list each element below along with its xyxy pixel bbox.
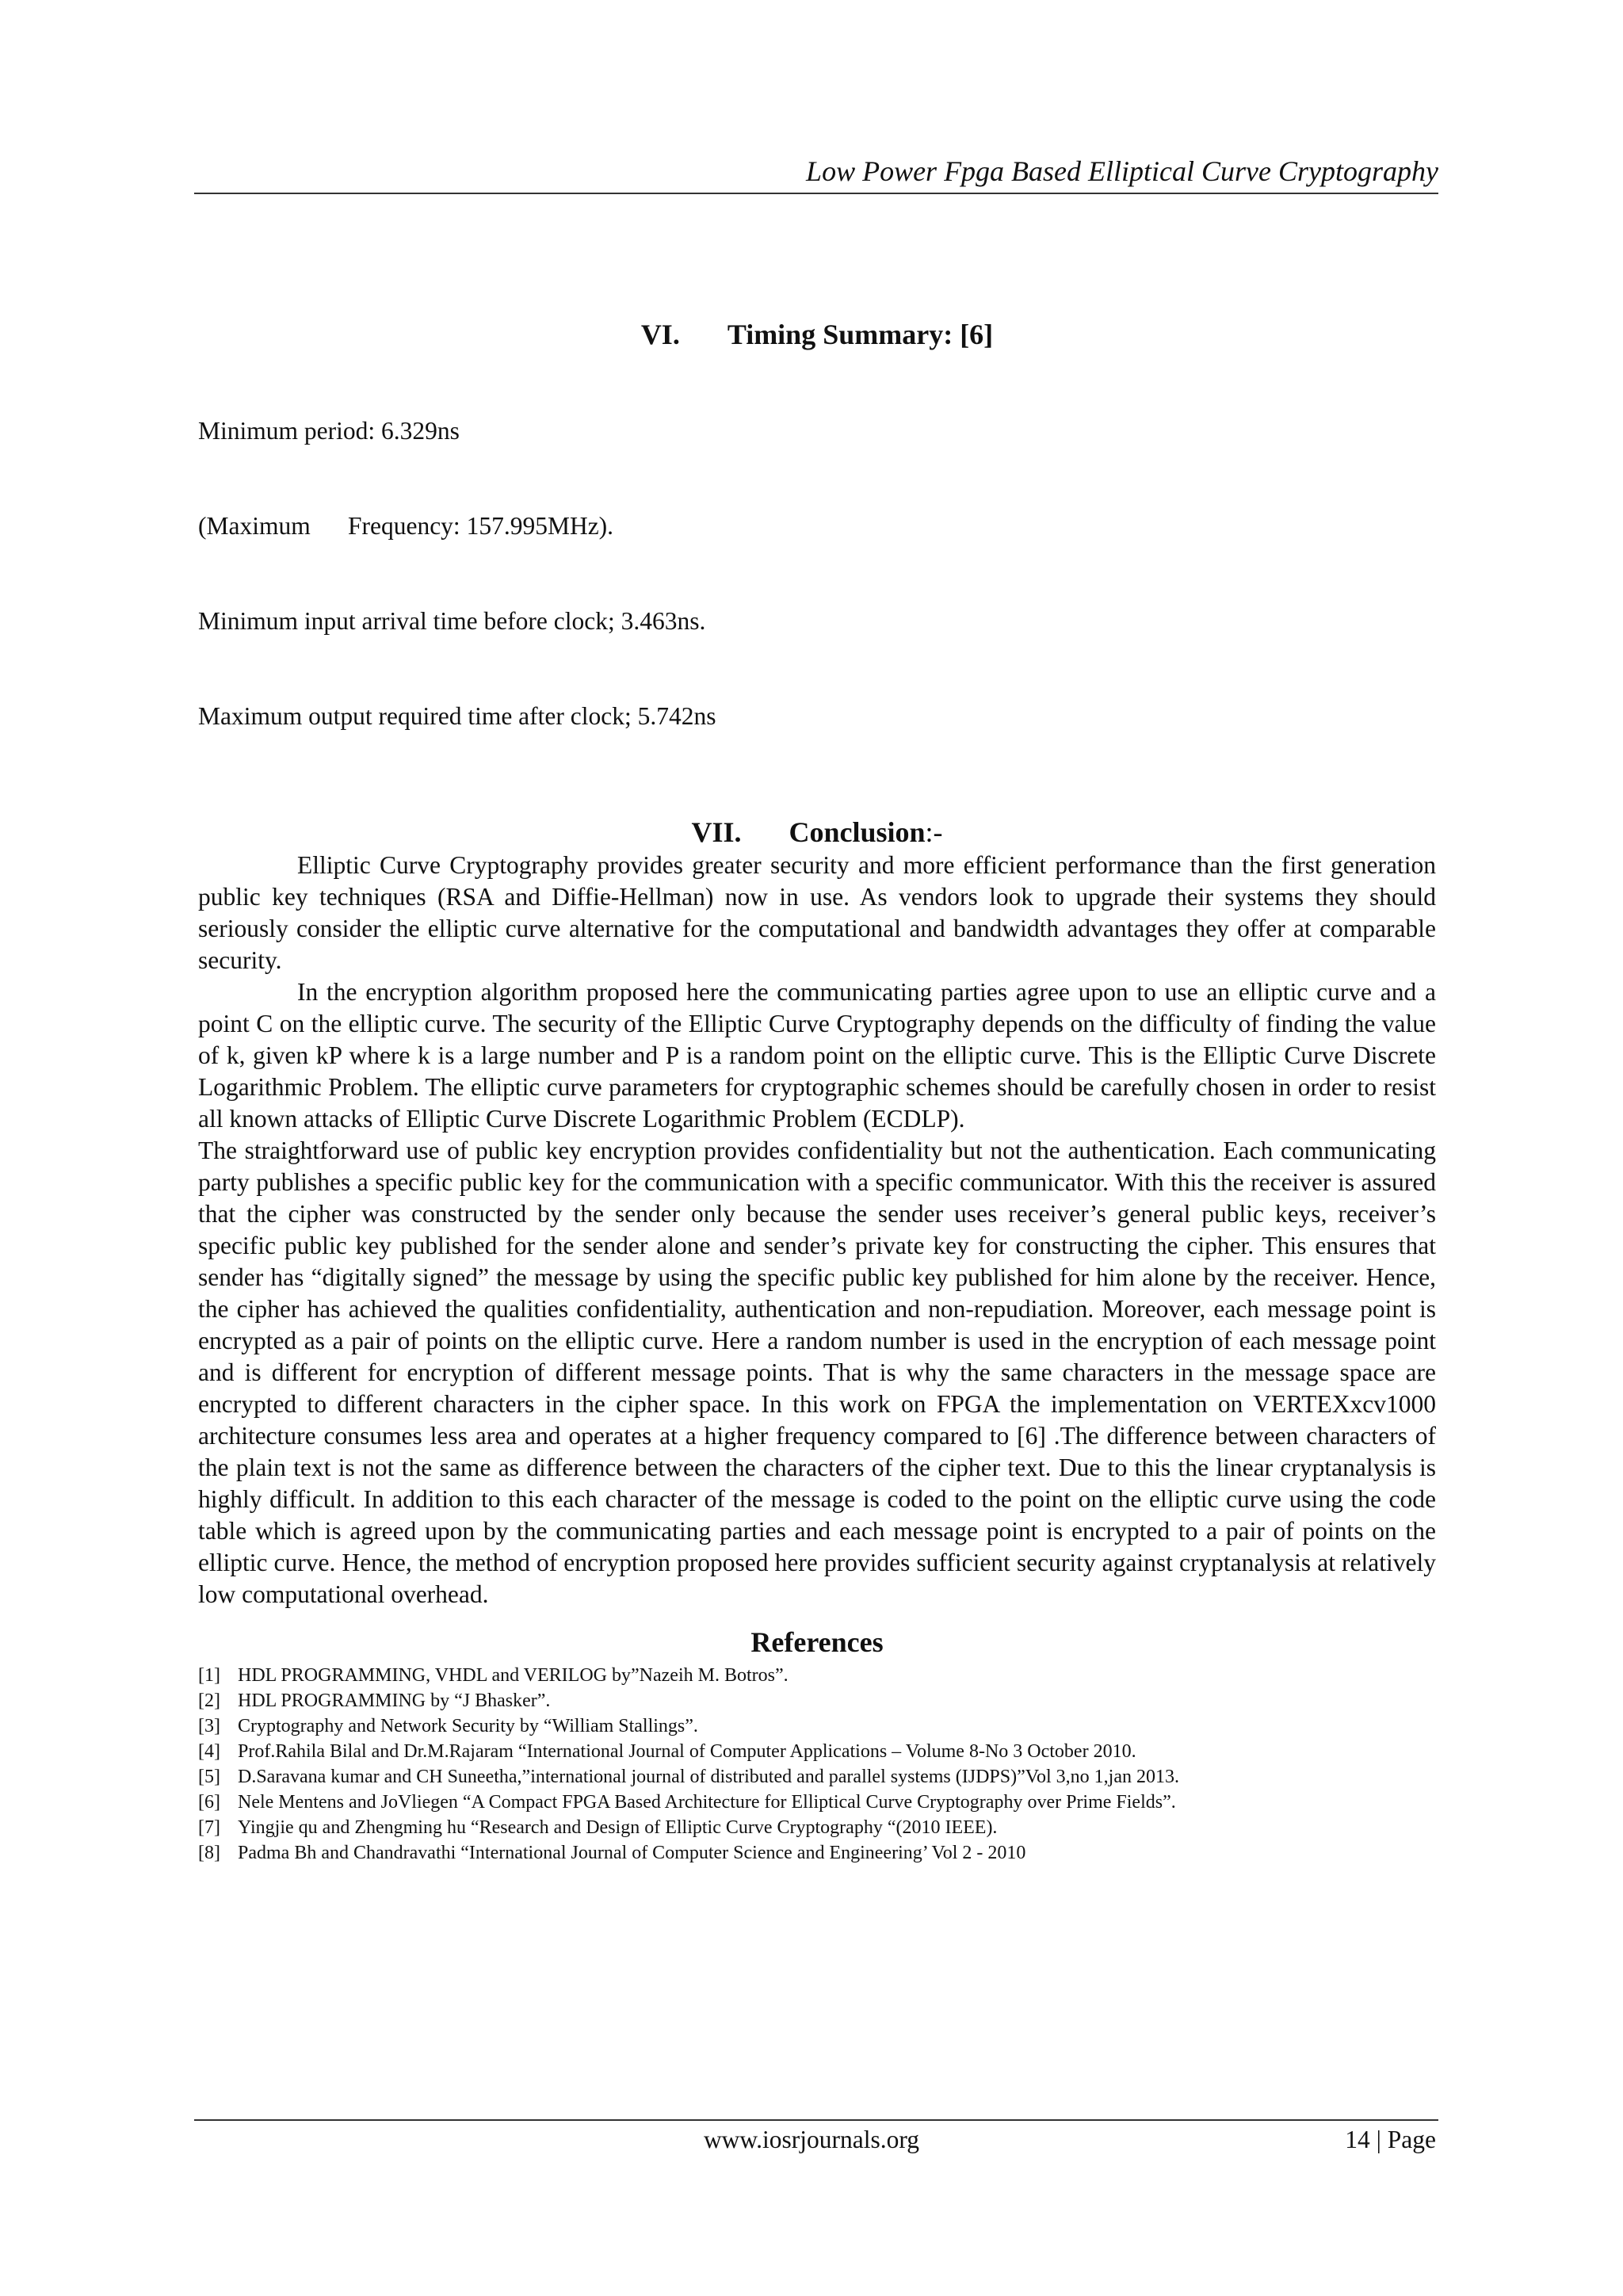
reference-text: Padma Bh and Chandravathi “International Journal of Computer Science and Engineering’ Vol 2 - 2010 <box>238 1843 1026 1863</box>
references-heading: References <box>750 1626 884 1658</box>
reference-number: [3] <box>198 1716 220 1736</box>
section-number: VI. <box>640 319 680 350</box>
reference-text: Cryptography and Network Security by “William Stallings”. <box>238 1716 698 1736</box>
reference-item <box>198 1739 1436 1764</box>
timing-summary <box>198 352 1436 796</box>
reference-number: [7] <box>198 1817 220 1838</box>
section-heading-timing <box>198 317 1436 352</box>
footer-journal-site: www.iosrjournals.org <box>703 2126 920 2153</box>
reference-text: Yingjie qu and Zhengming hu “Research and Design of Elliptic Curve Cryptography “(2010 IEEE). <box>238 1817 998 1838</box>
conclusion-paragraph: Elliptic Curve Cryptography provides greater security and more efficient performance than the first generation public key techniques (RSA and Diffie-Hellman) now in use. As vendors look to upgrade their systems they should seriously consider the elliptic curve alternative for the computational and bandwidth advantages they offer at comparable security. <box>198 851 1436 974</box>
footer-page-number: 14 | Page <box>1345 2126 1436 2153</box>
reference-number: [6] <box>198 1792 220 1813</box>
section-title: Conclusion <box>789 816 926 848</box>
reference-item <box>198 1840 1436 1866</box>
reference-item <box>198 1764 1436 1790</box>
reference-text: Nele Mentens and JoVliegen “A Compact FPGA Based Architecture for Elliptical Curve Cryptography over Prime Fields”. <box>238 1792 1176 1813</box>
reference-item <box>198 1688 1436 1713</box>
header-rule <box>194 193 1438 194</box>
timing-line: (Maximum Frequency: 157.995MHz). <box>198 512 614 540</box>
reference-text: D.Saravana kumar and CH Suneetha,”international journal of distributed and parallel systems (IJDPS)”Vol 3,no 1,jan 2013. <box>238 1767 1179 1787</box>
reference-number: [5] <box>198 1767 220 1787</box>
section-title-suffix: :- <box>925 816 943 848</box>
section-number: VII. <box>691 816 742 848</box>
reference-item <box>198 1663 1436 1688</box>
section-title: Timing Summary: [6] <box>727 319 994 350</box>
running-header: Low Power Fpga Based Elliptical Curve Cryptography <box>806 155 1438 187</box>
reference-number: [4] <box>198 1741 220 1762</box>
timing-line: Minimum input arrival time before clock; 3.463ns. <box>198 607 706 635</box>
reference-number: [2] <box>198 1690 220 1711</box>
timing-line: Minimum period: 6.329ns <box>198 417 460 445</box>
reference-text: HDL PROGRAMMING, VHDL and VERILOG by”Nazeih M. Botros”. <box>238 1665 789 1686</box>
reference-item <box>198 1815 1436 1840</box>
reference-number: [8] <box>198 1843 220 1863</box>
footer-rule <box>194 2119 1438 2121</box>
reference-item <box>198 1790 1436 1815</box>
timing-line: Maximum output required time after clock; 5.742ns <box>198 702 716 730</box>
reference-item <box>198 1713 1436 1739</box>
section-heading-conclusion <box>198 815 1436 850</box>
conclusion-paragraph: The straightforward use of public key encryption provides confidentiality but not the authentication. Each communicating party publishes a specific public key for the communication with a specific communicator. With this the receiver is assured that the cipher was constructed by the sender only because the sender uses receiver’s general public keys, receiver’s specific public key published for the sender alone and sender’s private key for constructing the cipher. This ensures that sender has “digitally signed” the message by using the specific public key published for him alone by the receiver. Hence, the cipher has achieved the qualities confidentiality, authentication and non-repudiation. Moreover, each message point is encrypted as a pair of points on the elliptic curve. Here a random number is used in the encryption of each message point and is different for encryption of different message points. That is why the same characters in the message space are encrypted to different characters in the cipher space. In this work on FPGA the implementation on VERTEXxcv1000 architecture consumes less area and operates at a higher frequency compared to [6] .The difference between characters of the plain text is not the same as difference between the characters of the cipher text. Due to this the linear cryptanalysis is highly difficult. In addition to this each character of the message is coded to the point on the elliptic curve using the code table which is agreed upon by the communicating parties and each message point is encrypted to a pair of points on the elliptic curve. Hence, the method of encryption proposed here provides sufficient security against cryptanalysis at relatively low computational overhead. <box>198 1137 1436 1608</box>
reference-list <box>198 1663 1436 1866</box>
reference-text: Prof.Rahila Bilal and Dr.M.Rajaram “International Journal of Computer Applications – Volume 8-No 3 October 2010. <box>238 1741 1136 1762</box>
reference-text: HDL PROGRAMMING by “J Bhasker”. <box>238 1690 551 1711</box>
conclusion-paragraph: In the encryption algorithm proposed here the communicating parties agree upon to use an elliptic curve and a point C on the elliptic curve. The security of the Elliptic Curve Cryptography depends on the difficulty of finding the value of k, given kP where k is a large number and P is a random point on the elliptic curve. This is the Elliptic Curve Discrete Logarithmic Problem. The elliptic curve parameters for cryptographic schemes should be carefully chosen in order to resist all known attacks of Elliptic Curve Discrete Logarithmic Problem (ECDLP). <box>198 978 1436 1133</box>
reference-number: [1] <box>198 1665 220 1686</box>
page-body <box>198 317 1436 1866</box>
